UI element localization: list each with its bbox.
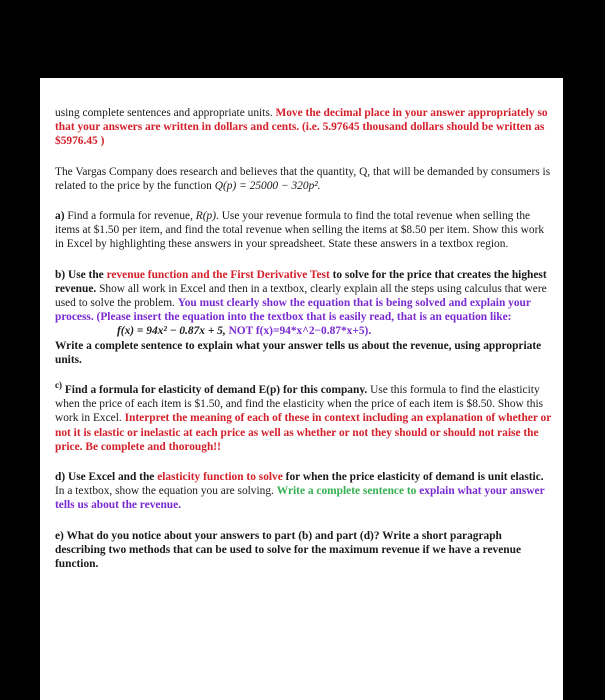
part-a-rp: R(p) [195, 210, 217, 223]
document-page [40, 78, 563, 700]
problem-statement [55, 165, 555, 193]
part-d [55, 470, 555, 513]
intro-paragraph [55, 106, 555, 149]
part-d-green1: Write a complete sentence to [276, 485, 417, 498]
demand-function: Q(p) = 25000 − 320p². [214, 179, 321, 192]
part-a [55, 209, 555, 252]
part-c-bold1: Find a formula for elasticity of demand E(p) for this company. [62, 384, 368, 397]
part-b-text1: Show all work in Excel and then in a textbox, clearly explain all the steps using calculus that were used to solve the problem. [55, 282, 547, 310]
problem-text: The Vargas Company does research and believes that the quantity, Q, that will be demanded by consumers is related to the price by the function [55, 165, 551, 192]
part-d-bold1: d) Use Excel and the [55, 471, 158, 484]
document-content [55, 106, 555, 571]
part-b-equation-line [55, 324, 555, 338]
part-a-label: a) [55, 210, 65, 223]
part-c-red1: Interpret the meaning of each of these in context including an explanation of whether or not it is elastic or inelastic at each price as well as whether or not they should or should not raise the price. Be complete and thorough!! [55, 412, 552, 453]
part-d-red1: elasticity function to solve [157, 471, 283, 484]
part-c-label: c) [55, 380, 62, 391]
part-c-text1: Use this formula to find the elasticity when the price of each item is $1.50, and find the elasticity when the price of each item is $8.50. Show this work in Excel. [55, 384, 544, 425]
part-b-eq-good: f(x) = 94x² − 0.87x + 5, [117, 325, 226, 338]
part-b-bold3: Write a complete sentence to explain what your answer tells us about the revenue, using appropriate units. [55, 339, 542, 366]
part-d-purple1: explain what your answer tells us about the revenue. [55, 485, 545, 512]
part-a-text1: Find a formula for revenue, [64, 210, 196, 223]
part-b-eq-not: NOT f(x)=94*x^2−0.87*x+5). [225, 325, 372, 338]
part-b-red1: revenue function and the First Derivative Test [106, 268, 330, 281]
part-a-text2: . Use your revenue formula to find the total revenue when selling the items at $1.50 per item, and find the total revenue when selling the items at $8.50 per item. Show this work in Excel by highlighting these answers in your spreadsheet. State these answers in a textbox region. [55, 210, 545, 251]
part-b-bold2: to solve for the price that creates the highest revenue. [55, 268, 547, 295]
part-b-purple1: You must clearly show the equation that is being solved and explain your process. (Please insert the equation into the textbox that is easily read, that is an equation like: [55, 297, 531, 324]
intro-instruction: Move the decimal place in your answer appropriately so that your answers are written in dollars and cents. (i.e. 5.97645 thousand dollars should be written as $5976.45 ) [55, 107, 548, 148]
part-e: e) What do you notice about your answers to part (b) and part (d)? Write a short paragraph describing two methods that can be used to solve for the maximum revenue if we have a revenue function. [55, 529, 522, 571]
intro-text: using complete sentences and appropriate units. [55, 107, 276, 119]
part-b-bold1: b) Use the [55, 268, 107, 281]
part-d-text1: In a textbox, show the equation you are solving. [55, 485, 277, 498]
part-d-bold2: for when the price elasticity of demand is unit elastic. [282, 471, 544, 484]
part-c [55, 380, 555, 454]
part-b [55, 268, 555, 325]
